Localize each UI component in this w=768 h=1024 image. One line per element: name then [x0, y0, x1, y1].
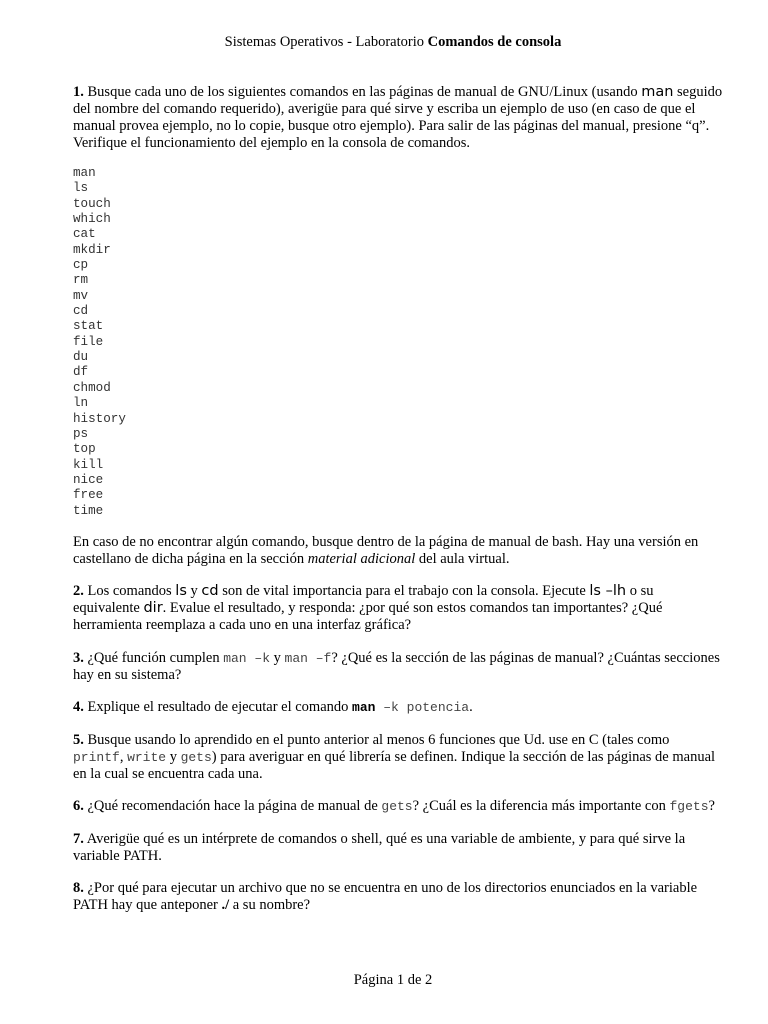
- q3-number: 3.: [73, 649, 84, 666]
- q4-code-man: man: [352, 700, 376, 716]
- q6-text-1: ¿Qué recomendación hace la página de manual de: [83, 798, 382, 815]
- q5-text-2: ,: [119, 748, 128, 765]
- q7-number: 7.: [73, 830, 84, 847]
- page-footer: Página 1 de 2: [353, 972, 433, 988]
- question-1: [73, 84, 723, 152]
- document-body: [73, 84, 723, 930]
- command-item-ls: ls: [73, 181, 89, 196]
- question-6: [73, 798, 723, 815]
- question-2: [73, 583, 723, 634]
- command-item-cd: cd: [73, 304, 89, 319]
- q2-code-ls-lh: ls –lh: [589, 583, 627, 600]
- q8-dot-slash: ./: [221, 897, 230, 914]
- command-item-ps: ps: [73, 426, 89, 441]
- command-item-mkdir: mkdir: [73, 242, 111, 257]
- q1-text-1: Busque cada uno de los siguientes comandos en las páginas de manual de GNU/Linux (usando: [83, 84, 642, 100]
- q2-code-ls: ls: [175, 583, 187, 600]
- q3-text-2: y: [270, 649, 285, 666]
- question-3: [73, 650, 723, 684]
- q6-code-fgets: fgets: [669, 799, 709, 815]
- q5-code-write: write: [127, 749, 167, 765]
- q5-code-gets: gets: [180, 749, 212, 765]
- q1-text-2: seguido del nombre del comando requerido), averigüe para qué sirve y escriba un ejemplo de uso (en caso de que el manual provea ejemplo, no lo copie, busque otro ejemplo). Para salir de las páginas del manual, presione “q”. Verifique el funcionamiento del ejemplo en la consola de comandos.: [73, 84, 723, 151]
- command-item-touch: touch: [73, 196, 111, 211]
- command-item-top: top: [73, 442, 96, 457]
- command-item-nice: nice: [73, 472, 104, 487]
- q5-text-4: ) para averiguar en qué librería se definen. Indique la sección de las páginas de manual en la cual se encuentra cada una.: [73, 748, 716, 782]
- header-title-prefix: Sistemas Operativos - Laboratorio: [224, 34, 428, 50]
- q7-text-1: Averigüe qué es un intérprete de comandos o shell, qué es una variable de ambiente, y para qué sirve la variable PATH.: [73, 830, 686, 864]
- q2-text-4: o su equivalente: [73, 583, 654, 617]
- command-item-chmod: chmod: [73, 380, 111, 395]
- q5-text-1: Busque usando lo aprendido en el punto anterior al menos 6 funciones que Ud. use en C (tales como: [83, 731, 670, 748]
- q3-text-1: ¿Qué función cumplen: [83, 649, 224, 666]
- q2-text-2: y: [186, 583, 202, 600]
- question-7: [73, 831, 723, 865]
- q8-text-2: a su nombre?: [229, 897, 311, 914]
- q4-text-1: Explique el resultado de ejecutar el comando: [83, 699, 353, 716]
- q3-text-3: ? ¿Qué es la sección de las páginas de manual? ¿Cuántas secciones hay en su sistema?: [73, 649, 720, 683]
- command-item-which: which: [73, 212, 111, 227]
- q2-text-3: son de vital importancia para el trabajo con la consola. Ejecute: [218, 583, 590, 600]
- bash-note-emphasis: material adicional: [307, 550, 416, 567]
- q3-code-man-f: man –f: [284, 650, 332, 666]
- question-8: [73, 880, 723, 914]
- page-header: [0, 34, 768, 51]
- q2-code-dir: dir: [143, 600, 163, 617]
- q8-number: 8.: [73, 880, 84, 897]
- q5-code-printf: printf: [73, 749, 120, 765]
- q2-code-cd: cd: [201, 583, 219, 600]
- q2-text-5: . Evalue el resultado, y responda: ¿por qué son estos comandos tan importantes? ¿Qué herramienta reemplaza a cada uno en una interfaz gráfica?: [73, 600, 663, 634]
- q6-text-2: ? ¿Cuál es la diferencia más importante con: [412, 798, 670, 815]
- q4-text-2: .: [469, 699, 473, 716]
- command-item-du: du: [73, 350, 89, 365]
- q6-number: 6.: [73, 798, 84, 815]
- q4-code-args: –k potencia: [375, 700, 470, 716]
- command-item-ln: ln: [73, 396, 89, 411]
- q4-number: 4.: [73, 699, 84, 716]
- bash-note-text-2: del aula virtual.: [415, 550, 510, 567]
- q1-number: 1.: [73, 84, 84, 100]
- q5-number: 5.: [73, 731, 84, 748]
- q6-text-3: ?: [708, 798, 715, 815]
- command-list: [73, 166, 723, 519]
- question-4: [73, 699, 723, 716]
- q2-text-1: Los comandos: [83, 583, 176, 600]
- command-item-rm: rm: [73, 273, 89, 288]
- command-item-free: free: [73, 488, 104, 503]
- command-item-time: time: [73, 503, 104, 518]
- bash-note: [73, 534, 723, 568]
- command-item-mv: mv: [73, 288, 89, 303]
- command-item-cp: cp: [73, 258, 89, 273]
- q2-number: 2.: [73, 583, 84, 600]
- q6-code-gets: gets: [381, 799, 413, 815]
- command-item-df: df: [73, 365, 89, 380]
- q3-code-man-k: man –k: [223, 650, 271, 666]
- command-item-stat: stat: [73, 319, 104, 334]
- command-item-file: file: [73, 334, 104, 349]
- q8-text-1: ¿Por qué para ejecutar un archivo que no se encuentra en uno de los directorios enunciados en la variable PATH hay que anteponer: [73, 880, 698, 914]
- question-5: [73, 732, 723, 783]
- command-item-history: history: [73, 411, 126, 426]
- q1-code-man: man: [641, 84, 674, 100]
- bash-note-text-1: En caso de no encontrar algún comando, busque dentro de la página de manual de bash. Hay una versión en castellano de dicha página en la sección: [73, 533, 699, 567]
- header-title-bold: Comandos de consola: [427, 34, 562, 50]
- command-item-kill: kill: [73, 457, 104, 472]
- command-item-man: man: [73, 166, 96, 180]
- q5-text-3: y: [166, 748, 181, 765]
- command-item-cat: cat: [73, 227, 96, 242]
